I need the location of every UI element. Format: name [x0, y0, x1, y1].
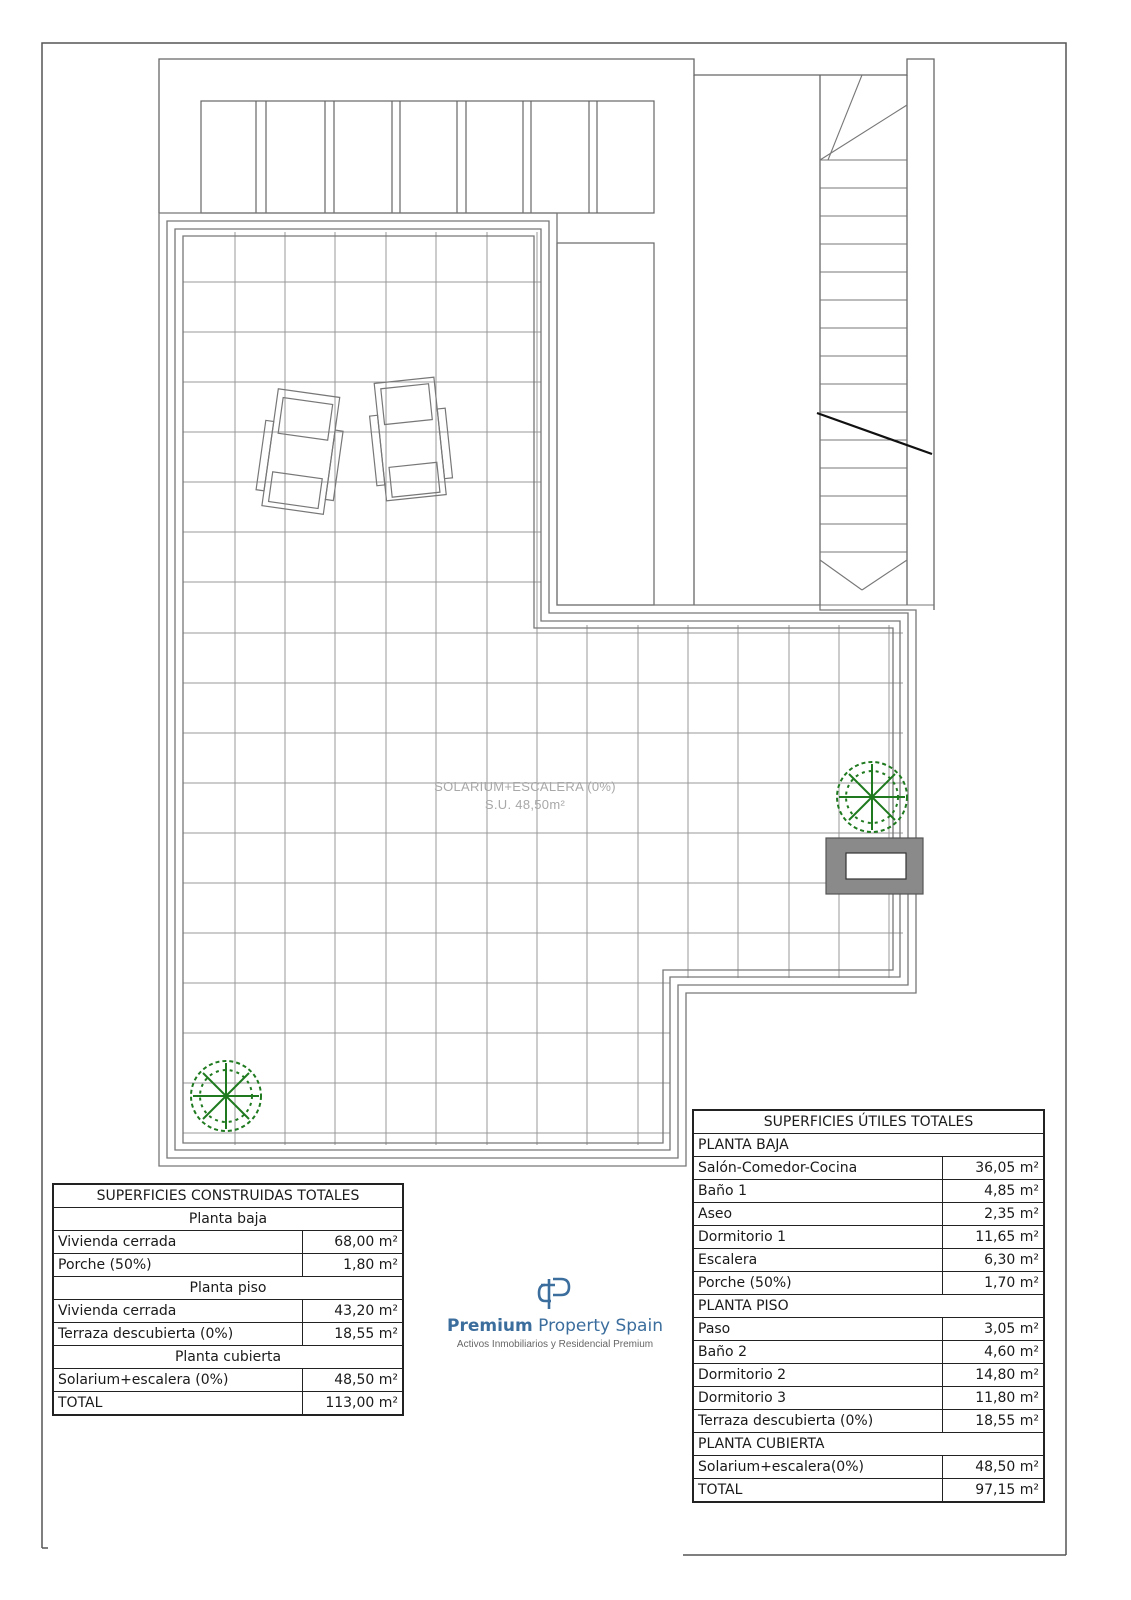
section-title: Planta cubierta	[53, 1346, 403, 1369]
section-row	[693, 1433, 1044, 1456]
built-areas-table	[52, 1183, 404, 1416]
row-label: Solarium+escalera(0%)	[693, 1456, 943, 1479]
table-row	[693, 1364, 1044, 1387]
total-value: 113,00 m²	[303, 1392, 404, 1416]
skylight-block	[557, 243, 654, 605]
section-title: PLANTA PISO	[693, 1295, 1044, 1318]
row-value: 68,00 m²	[303, 1231, 404, 1254]
total-value: 97,15 m²	[943, 1479, 1045, 1503]
table-header-row	[53, 1184, 403, 1208]
table-row	[53, 1254, 403, 1277]
useful-areas-table	[692, 1109, 1045, 1503]
section-title: Planta baja	[53, 1208, 403, 1231]
area-value-label: S.U. 48,50m²	[484, 797, 566, 812]
plant-icon	[837, 762, 907, 832]
logo-mark-icon	[535, 1275, 575, 1311]
row-value: 18,55 m²	[303, 1323, 404, 1346]
sun-lounger	[254, 388, 348, 516]
total-row	[53, 1392, 403, 1416]
pergola-slats	[201, 101, 654, 213]
table-row	[53, 1300, 403, 1323]
row-label: Dormitorio 3	[693, 1387, 943, 1410]
table-title: SUPERFICIES CONSTRUIDAS TOTALES	[53, 1184, 403, 1208]
row-value: 36,05 m²	[943, 1157, 1045, 1180]
row-label: Solarium+escalera (0%)	[53, 1369, 303, 1392]
row-value: 18,55 m²	[943, 1410, 1045, 1433]
row-label: Baño 1	[693, 1180, 943, 1203]
row-value: 14,80 m²	[943, 1364, 1045, 1387]
row-label: Dormitorio 1	[693, 1226, 943, 1249]
upper-structure	[159, 59, 934, 610]
row-label: Dormitorio 2	[693, 1364, 943, 1387]
total-label: TOTAL	[693, 1479, 943, 1503]
area-label: SOLARIUM+ESCALERA (0%)	[434, 779, 616, 794]
row-value: 4,60 m²	[943, 1341, 1045, 1364]
table-row	[693, 1318, 1044, 1341]
table-header-row	[693, 1110, 1044, 1134]
logo-name-part1: Premium	[447, 1316, 533, 1336]
logo-name-part2: Property Spain	[532, 1316, 663, 1336]
section-row	[693, 1134, 1044, 1157]
row-label: Vivienda cerrada	[53, 1231, 303, 1254]
row-label: Porche (50%)	[53, 1254, 303, 1277]
row-label: Paso	[693, 1318, 943, 1341]
row-value: 48,50 m²	[303, 1369, 404, 1392]
row-value: 6,30 m²	[943, 1249, 1045, 1272]
section-row	[53, 1346, 403, 1369]
plant-icon	[191, 1061, 261, 1131]
row-label: Vivienda cerrada	[53, 1300, 303, 1323]
table-row	[693, 1157, 1044, 1180]
table-row	[693, 1180, 1044, 1203]
row-label: Escalera	[693, 1249, 943, 1272]
section-title: PLANTA BAJA	[693, 1134, 1044, 1157]
table-row	[693, 1341, 1044, 1364]
table-row	[693, 1203, 1044, 1226]
row-label: Aseo	[693, 1203, 943, 1226]
tile-grid	[183, 232, 903, 1145]
row-value: 2,35 m²	[943, 1203, 1045, 1226]
section-row	[53, 1277, 403, 1300]
row-label: Terraza descubierta (0%)	[693, 1410, 943, 1433]
sun-lounger	[366, 376, 454, 501]
table-title: SUPERFICIES ÚTILES TOTALES	[693, 1110, 1044, 1134]
total-row	[693, 1479, 1044, 1503]
section-title: Planta piso	[53, 1277, 403, 1300]
table-row	[53, 1231, 403, 1254]
table-row	[693, 1387, 1044, 1410]
table-row	[693, 1272, 1044, 1295]
row-value: 1,80 m²	[303, 1254, 404, 1277]
table-row	[693, 1249, 1044, 1272]
row-value: 11,80 m²	[943, 1387, 1045, 1410]
row-value: 3,05 m²	[943, 1318, 1045, 1341]
row-value: 1,70 m²	[943, 1272, 1045, 1295]
row-label: Porche (50%)	[693, 1272, 943, 1295]
logo-tagline: Activos Inmobiliarios y Residencial Premium	[456, 1339, 654, 1350]
section-row	[693, 1295, 1044, 1318]
table-row	[693, 1456, 1044, 1479]
row-value: 4,85 m²	[943, 1180, 1045, 1203]
section-row	[53, 1208, 403, 1231]
logo-name	[440, 1316, 670, 1336]
row-label: Baño 2	[693, 1341, 943, 1364]
planter-box	[826, 838, 923, 894]
company-logo	[440, 1275, 670, 1350]
row-label: Salón-Comedor-Cocina	[693, 1157, 943, 1180]
table-row	[693, 1410, 1044, 1433]
staircase	[817, 75, 934, 605]
row-value: 48,50 m²	[943, 1456, 1045, 1479]
row-value: 43,20 m²	[303, 1300, 404, 1323]
total-label: TOTAL	[53, 1392, 303, 1416]
table-row	[53, 1323, 403, 1346]
row-value: 11,65 m²	[943, 1226, 1045, 1249]
table-row	[693, 1226, 1044, 1249]
table-row	[53, 1369, 403, 1392]
section-title: PLANTA CUBIERTA	[693, 1433, 1044, 1456]
row-label: Terraza descubierta (0%)	[53, 1323, 303, 1346]
